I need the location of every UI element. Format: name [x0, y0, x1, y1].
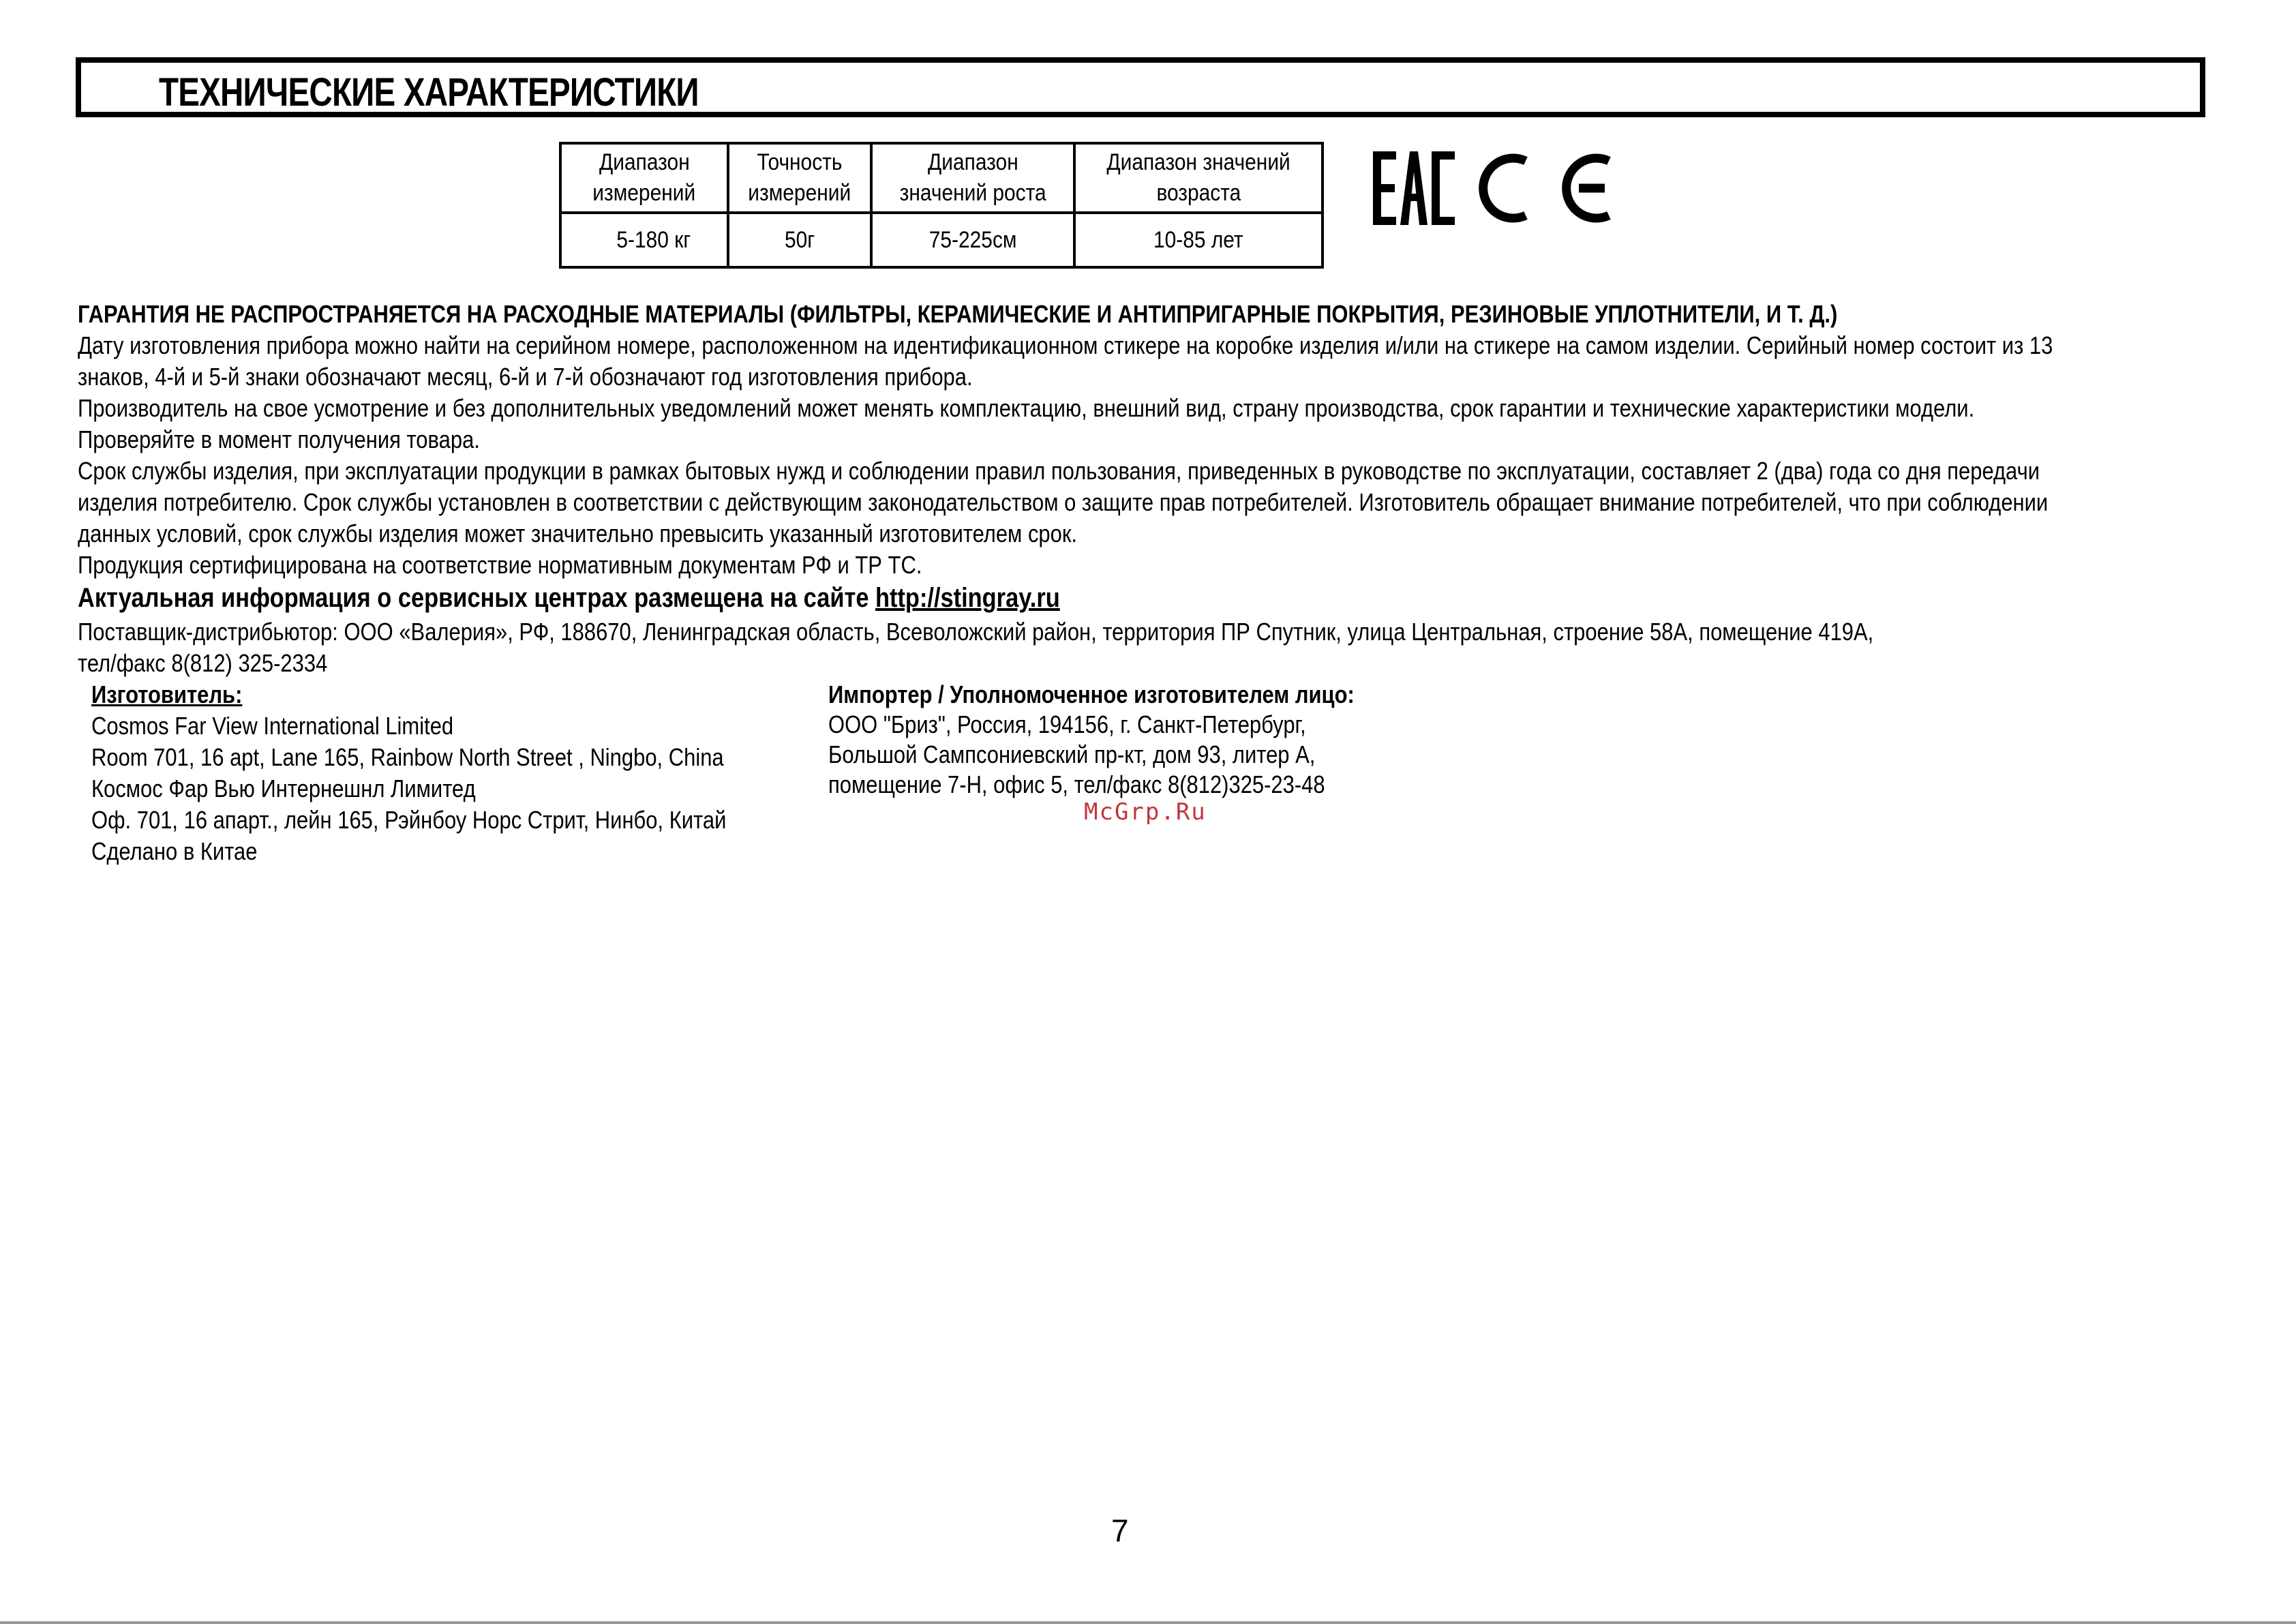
manufacturer-line: Оф. 701, 16 апарт., лейн 165, Рэйнбоу Норс Стрит, Нинбо, Китай — [91, 806, 727, 834]
manufacturer-line: Сделано в Китае — [91, 837, 258, 865]
certification-marks — [1370, 145, 1616, 233]
spec-value: 75-225см — [928, 226, 1017, 253]
service-info-text: Актуальная информация о сервисных центрах размещена на сайте — [78, 583, 876, 613]
spec-table — [559, 142, 1324, 269]
body-line: Продукция сертифицирована на соответствие нормативным документам РФ и ТР ТС. — [78, 551, 922, 579]
service-info — [78, 581, 1060, 615]
manufacturer-line: Космос Фар Вью Интернешнл Лимитед — [91, 775, 476, 802]
watermark: McGrp.Ru — [1084, 798, 1207, 826]
spec-header-cell — [871, 143, 1074, 213]
spec-header-cell — [1074, 143, 1323, 213]
body-line: Производитель на свое усмотрение и без дополнительных уведомлений может менять комплектацию, внешний вид, страну производства, срок гарантии и технические характеристики модели. — [78, 394, 1975, 422]
body-line: Дату изготовления прибора можно найти на серийном номере, расположенном на идентификационном стикере на коробке изделия и/или на стикере на самом изделии. Серийный номер состоит из 13 — [78, 331, 2053, 359]
body-line: знаков, 4-й и 5-й знаки обозначают месяц, 6-й и 7-й обозначают год изготовления прибора. — [78, 363, 973, 391]
manufacturer-heading: Изготовитель: — [91, 680, 243, 708]
body-line: Срок службы изделия, при эксплуатации продукции в рамках бытовых нужд и соблюдении правил пользования, приведенных в руководстве по эксплуатации, составляет 2 (два) года со дня передачи — [78, 457, 2040, 485]
spec-header-cell — [728, 143, 871, 213]
spec-value: 5-180 кг — [616, 226, 691, 253]
spec-value-cell — [560, 213, 728, 267]
service-link[interactable]: http://stingray.ru — [875, 583, 1060, 613]
importer-heading: Импортер / Уполномоченное изготовителем лицо: — [828, 680, 1355, 708]
body-line: Проверяйте в момент получения товара. — [78, 425, 480, 453]
spec-value: 10-85 лет — [1153, 226, 1243, 253]
body-line: данных условий, срок службы изделия может значительно превысить указанный изготовителем срок. — [78, 520, 1078, 547]
warranty-heading: ГАРАНТИЯ НЕ РАСПРОСТРАНЯЕТСЯ НА РАСХОДНЫЕ МАТЕРИАЛЫ (ФИЛЬТРЫ, КЕРАМИЧЕСКИЕ И АНТИПРИГАРНЫЕ ПОКРЫТИЯ, РЕЗИНОВЫЕ УПЛОТНИТЕЛИ, И Т. Д.) — [78, 300, 1838, 328]
supplier-line: Поставщик-дистрибьютор: ООО «Валерия», РФ, 188670, Ленинградская область, Всеволожский район, территория ПР Спутник, улица Центральная, строение 58А, помещение 419А, — [78, 618, 1874, 646]
eac-mark-icon — [1373, 151, 1455, 225]
spec-header-line: значений роста — [899, 180, 1046, 206]
importer-line: помещение 7-Н, офис 5, тел/факс 8(812)325-23-48 — [828, 770, 1325, 798]
spec-header-cell — [560, 143, 728, 213]
importer-line: Большой Сампсониевский пр-кт, дом 93, литер А, — [828, 740, 1316, 768]
manufacturer-line: Room 701, 16 apt, Lane 165, Rainbow North Street , Ningbo, China — [91, 743, 724, 771]
spec-table-header-row — [560, 143, 1323, 213]
section-title: ТЕХНИЧЕСКИЕ ХАРАКТЕРИСТИКИ — [159, 70, 699, 115]
page-number: 7 — [1111, 1513, 1129, 1548]
body-line: изделия потребителю. Срок службы установлен в соответствии с действующим законодательством о защите прав потребителей. Изготовитель обращает внимание потребителей, что при соблюдении — [78, 488, 2049, 516]
spec-value-cell — [871, 213, 1074, 267]
spec-header-line: Точность — [757, 149, 843, 175]
spec-header-line: Диапазон — [927, 149, 1018, 175]
spec-value-cell — [1074, 213, 1323, 267]
importer-line: ООО "Бриз", Россия, 194156, г. Санкт-Петербург, — [828, 710, 1306, 738]
spec-header-line: Диапазон значений — [1106, 149, 1290, 175]
ce-mark-icon — [1483, 158, 1609, 218]
spec-value: 50г — [784, 226, 815, 253]
spec-header-line: измерений — [592, 180, 696, 206]
spec-table-value-row — [560, 213, 1323, 267]
section-title-box — [76, 57, 2205, 117]
spec-header-line: Диапазон — [599, 149, 690, 175]
bottom-divider — [0, 1621, 2296, 1624]
manufacturer-line: Cosmos Far View International Limited — [91, 712, 454, 740]
spec-header-line: возраста — [1156, 180, 1241, 206]
spec-value-cell — [728, 213, 871, 267]
spec-header-line: измерений — [748, 180, 851, 206]
supplier-line: тел/факс 8(812) 325-2334 — [78, 649, 328, 677]
